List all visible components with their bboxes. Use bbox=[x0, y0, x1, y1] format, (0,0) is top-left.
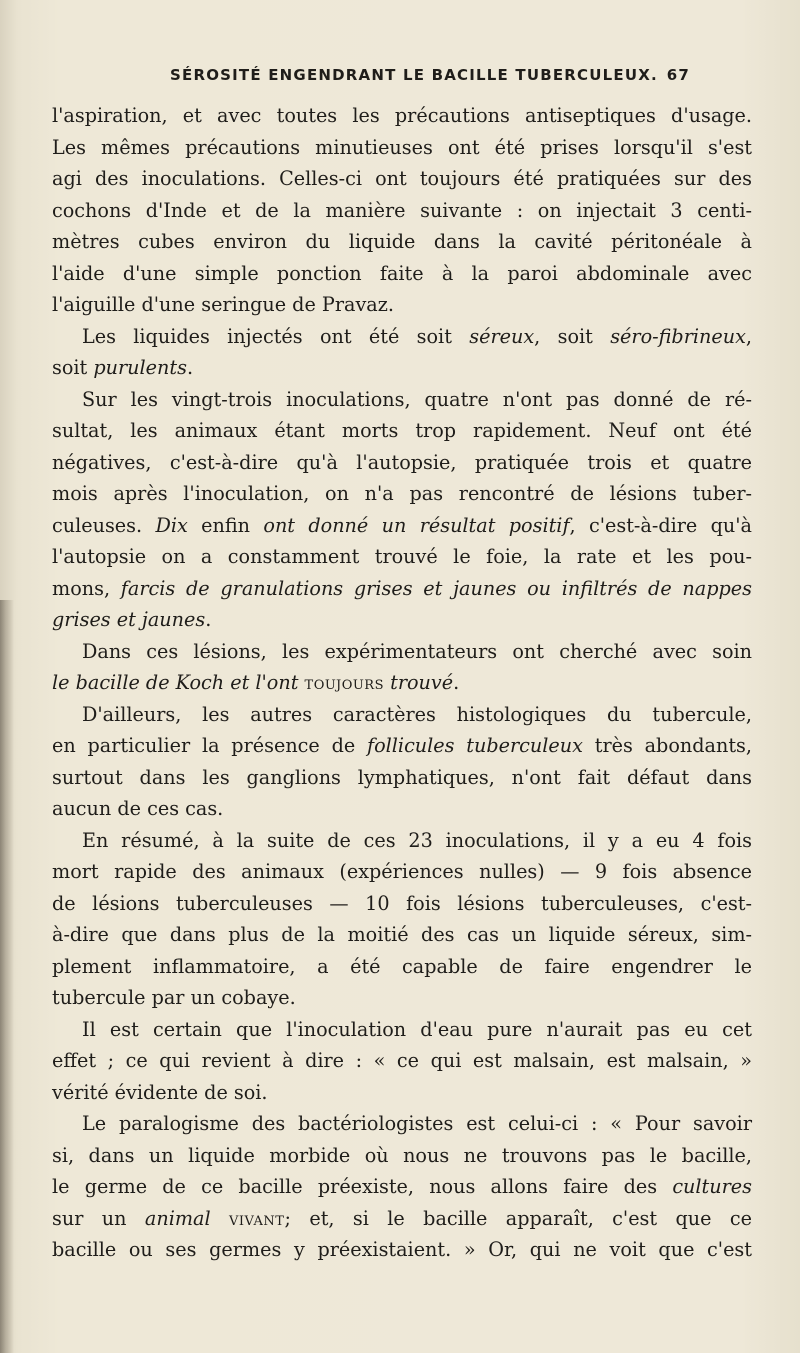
text-line: vérité évidente de soi. bbox=[52, 1080, 268, 1104]
text-line: D'ailleurs, les autres caractères histologiques du tubercule, bbox=[82, 702, 752, 726]
text-line: mètres cubes environ du liquide dans la cavité péritonéale à bbox=[52, 230, 752, 253]
text-line: effet ; ce qui revient à dire : « ce qui est malsain, est malsain, » bbox=[52, 1049, 752, 1072]
text-line: Il est certain que l'inoculation d'eau pure n'aurait pas eu cet bbox=[82, 1017, 752, 1041]
text-line: l'aide d'une simple ponction faite à la paroi abdominale avec bbox=[52, 261, 752, 285]
text-line: aucun de ces cas. bbox=[52, 797, 224, 820]
text-line: Sur les vingt-trois inoculations, quatre n'ont pas donné de ré- bbox=[82, 387, 752, 411]
text-line: bacille ou ses germes y préexistaient. » Or, qui ne voit que c'est bbox=[52, 1238, 752, 1261]
text-line: mort rapide des animaux (expériences nulles) — 9 fois absence bbox=[52, 860, 752, 883]
text-line: mons, farcis de granulations grises et jaunes ou infiltrés de nappes bbox=[52, 576, 752, 600]
text-line: le bacille de Koch et l'ont toujours trouvé. bbox=[52, 671, 460, 694]
text-line: en particulier la présence de follicules tuberculeux très abondants, bbox=[52, 734, 752, 757]
text-line: Dans ces lésions, les expérimentateurs ont cherché avec soin bbox=[82, 639, 752, 663]
text-line: plement inflammatoire, a été capable de faire engendrer le bbox=[52, 954, 752, 978]
text-line: négatives, c'est-à-dire qu'à l'autopsie, pratiquée trois et quatre bbox=[52, 450, 752, 474]
text-line: l'aiguille d'une seringue de Pravaz. bbox=[52, 293, 394, 316]
text-line: à-dire que dans plus de la moitié des cas un liquide séreux, sim- bbox=[52, 923, 752, 946]
text-line: mois après l'inoculation, on n'a pas rencontré de lésions tuber- bbox=[52, 482, 752, 505]
running-header bbox=[170, 66, 690, 84]
text-line: soit purulents. bbox=[52, 356, 194, 379]
text-line: grises et jaunes. bbox=[52, 608, 212, 631]
text-line: cochons d'Inde et de la manière suivante : on injectait 3 centi- bbox=[52, 198, 752, 222]
text-line: Les liquides injectés ont été soit séreux, soit séro-fibrineux, bbox=[82, 324, 753, 348]
text-line: surtout dans les ganglions lymphatiques, n'ont fait défaut dans bbox=[52, 765, 752, 789]
text-line: En résumé, à la suite de ces 23 inoculations, il y a eu 4 fois bbox=[82, 828, 752, 852]
body-text bbox=[52, 100, 752, 1266]
text-line: agi des inoculations. Celles-ci ont toujours été pratiquées sur des bbox=[52, 167, 752, 190]
text-line: sultat, les animaux étant morts trop rapidement. Neuf ont été bbox=[52, 419, 752, 442]
text-line: Le paralogisme des bactériologistes est celui-ci : « Pour savoir bbox=[82, 1112, 752, 1135]
text-line: sur un animal vivant; et, si le bacille apparaît, c'est que ce bbox=[52, 1206, 752, 1230]
text-line: le germe de ce bacille préexiste, nous allons faire des cultures bbox=[52, 1175, 752, 1198]
page-number: 67 bbox=[666, 66, 690, 84]
text-line: l'aspiration, et avec toutes les précautions antiseptiques d'usage. bbox=[52, 104, 752, 127]
text-line: culeuses. Dix enfin ont donné un résultat positif, c'est-à-dire qu'à bbox=[52, 513, 752, 537]
text-line: Les mêmes précautions minutieuses ont été prises lorsqu'il s'est bbox=[52, 135, 752, 159]
running-title: SÉROSITÉ ENGENDRANT LE BACILLE TUBERCULEUX. bbox=[170, 66, 658, 84]
text-line: l'autopsie on a constamment trouvé le foie, la rate et les pou- bbox=[52, 545, 752, 568]
binding-shadow bbox=[0, 600, 14, 1353]
text-line: tubercule par un cobaye. bbox=[52, 986, 296, 1009]
text-line: si, dans un liquide morbide où nous ne trouvons pas le bacille, bbox=[52, 1143, 752, 1167]
text-line: de lésions tuberculeuses — 10 fois lésions tuberculeuses, c'est- bbox=[52, 891, 752, 915]
